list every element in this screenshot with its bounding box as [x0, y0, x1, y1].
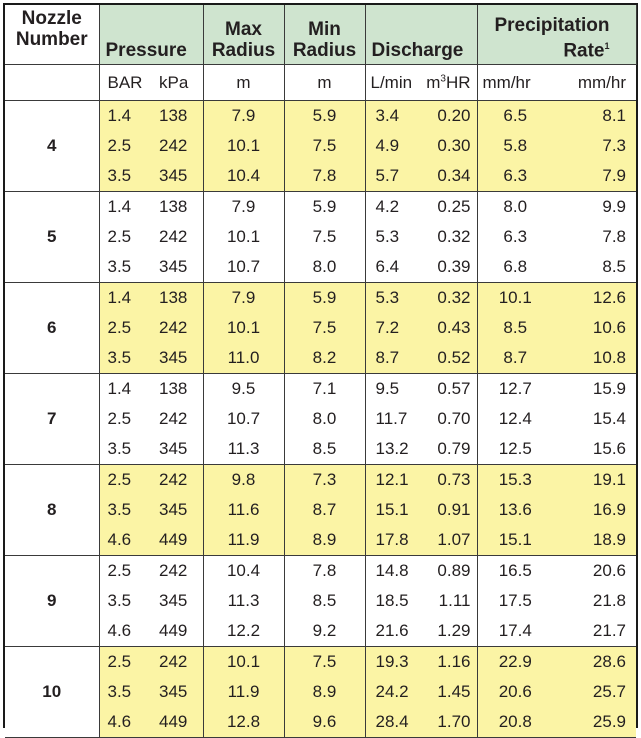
max-radius-header	[203, 5, 284, 65]
pressure-kpa-cell: 345	[149, 434, 203, 465]
table-row	[5, 616, 636, 647]
precip-rate-1-cell: 5.8	[477, 131, 553, 161]
precipitation-header-rate: Rate	[563, 40, 605, 61]
max-radius-cell: 10.4	[203, 161, 284, 192]
min-radius-cell: 8.5	[284, 586, 365, 616]
min-radius-header-line-2: Radius	[292, 40, 357, 61]
pressure-bar-cell: 3.5	[99, 343, 149, 374]
table-row	[5, 222, 636, 252]
table-row	[5, 343, 636, 374]
table-row	[5, 131, 636, 161]
precip-rate-2-cell: 8.5	[553, 252, 636, 283]
table-row	[5, 192, 636, 223]
units-blank-cell	[5, 65, 99, 101]
max-radius-cell: 11.6	[203, 495, 284, 525]
discharge-m3hr-cell: 0.39	[422, 252, 477, 283]
precip-rate-2-cell: 25.7	[553, 677, 636, 707]
unit-m3hr-sup: 3	[440, 72, 446, 84]
min-radius-cell: 7.5	[284, 222, 365, 252]
nozzle-header-line-1: Nozzle	[21, 8, 82, 29]
pressure-kpa-cell: 138	[149, 374, 203, 405]
discharge-lmin-cell: 5.7	[365, 161, 422, 192]
precip-rate-1-cell: 12.7	[477, 374, 553, 405]
table-row	[5, 161, 636, 192]
pressure-bar-cell: 2.5	[99, 313, 149, 343]
nozzle-number: 4	[5, 101, 99, 192]
discharge-m3hr-cell: 0.89	[422, 556, 477, 587]
pressure-bar-cell: 1.4	[99, 283, 149, 314]
precip-rate-2-cell: 7.3	[553, 131, 636, 161]
discharge-lmin-cell: 15.1	[365, 495, 422, 525]
units-row	[5, 65, 636, 101]
precip-rate-2-cell: 7.8	[553, 222, 636, 252]
discharge-m3hr-cell: 0.34	[422, 161, 477, 192]
precipitation-header-line-1: Precipitation	[494, 14, 610, 36]
pressure-kpa-cell: 242	[149, 404, 203, 434]
header-row	[5, 5, 636, 65]
pressure-kpa-cell: 345	[149, 586, 203, 616]
discharge-lmin-cell: 14.8	[365, 556, 422, 587]
table-row	[5, 647, 636, 678]
pressure-bar-cell: 2.5	[99, 647, 149, 678]
max-radius-cell: 10.1	[203, 647, 284, 678]
pressure-kpa-cell: 138	[149, 101, 203, 132]
nozzle-performance-chart	[3, 3, 638, 731]
pressure-bar-cell: 3.5	[99, 586, 149, 616]
table-row	[5, 283, 636, 314]
discharge-lmin-cell: 5.3	[365, 222, 422, 252]
max-radius-cell: 11.3	[203, 434, 284, 465]
pressure-bar-cell: 1.4	[99, 374, 149, 405]
nozzle-number: 6	[5, 283, 99, 374]
nozzle-number: 5	[5, 192, 99, 283]
precip-rate-2-cell: 12.6	[553, 283, 636, 314]
max-radius-cell: 7.9	[203, 283, 284, 314]
max-radius-cell: 9.8	[203, 465, 284, 496]
precip-rate-2-cell: 9.9	[553, 192, 636, 223]
discharge-m3hr-cell: 0.32	[422, 283, 477, 314]
unit-m3hr	[422, 65, 477, 101]
pressure-kpa-cell: 242	[149, 222, 203, 252]
precip-rate-2-cell: 21.8	[553, 586, 636, 616]
discharge-m3hr-cell: 0.73	[422, 465, 477, 496]
table-row	[5, 101, 636, 132]
discharge-m3hr-cell: 0.52	[422, 343, 477, 374]
pressure-kpa-cell: 242	[149, 131, 203, 161]
max-radius-cell: 10.7	[203, 252, 284, 283]
min-radius-cell: 8.9	[284, 677, 365, 707]
precip-rate-1-cell: 15.1	[477, 525, 553, 556]
discharge-m3hr-cell: 0.30	[422, 131, 477, 161]
min-radius-cell: 8.9	[284, 525, 365, 556]
precip-rate-1-cell: 20.8	[477, 707, 553, 738]
pressure-bar-cell: 2.5	[99, 222, 149, 252]
pressure-bar-cell: 1.4	[99, 101, 149, 132]
unit-m3hr-suffix: HR	[445, 72, 471, 92]
table-row	[5, 495, 636, 525]
pressure-bar-cell: 4.6	[99, 616, 149, 647]
pressure-bar-cell: 2.5	[99, 131, 149, 161]
discharge-lmin-cell: 5.3	[365, 283, 422, 314]
precip-rate-1-cell: 17.4	[477, 616, 553, 647]
precip-rate-2-cell: 7.9	[553, 161, 636, 192]
pressure-kpa-cell: 242	[149, 465, 203, 496]
pressure-bar-cell: 2.5	[99, 556, 149, 587]
pressure-bar-cell: 1.4	[99, 192, 149, 223]
discharge-m3hr-cell: 0.70	[422, 404, 477, 434]
precip-rate-1-cell: 8.7	[477, 343, 553, 374]
min-radius-cell: 7.8	[284, 556, 365, 587]
min-radius-cell: 8.0	[284, 252, 365, 283]
max-radius-cell: 11.9	[203, 677, 284, 707]
unit-lmin: L/min	[365, 65, 422, 101]
precip-rate-1-cell: 6.5	[477, 101, 553, 132]
pressure-kpa-cell: 345	[149, 343, 203, 374]
discharge-m3hr-cell: 1.29	[422, 616, 477, 647]
discharge-m3hr-cell: 0.32	[422, 222, 477, 252]
precipitation-header	[477, 5, 636, 65]
nozzle-number: 7	[5, 374, 99, 465]
precip-rate-2-cell: 10.6	[553, 313, 636, 343]
nozzle-number: 10	[5, 647, 99, 738]
nozzle-header-line-2: Number	[15, 29, 88, 50]
pressure-kpa-cell: 345	[149, 677, 203, 707]
precip-rate-2-cell: 28.6	[553, 647, 636, 678]
pressure-kpa-cell: 138	[149, 192, 203, 223]
table-row	[5, 313, 636, 343]
min-radius-cell: 7.5	[284, 647, 365, 678]
pressure-bar-cell: 4.6	[99, 707, 149, 738]
pressure-kpa-cell: 242	[149, 647, 203, 678]
precip-rate-2-cell: 21.7	[553, 616, 636, 647]
pressure-kpa-cell: 345	[149, 495, 203, 525]
table-body	[5, 101, 636, 738]
discharge-lmin-cell: 3.4	[365, 101, 422, 132]
min-radius-cell: 9.2	[284, 616, 365, 647]
min-radius-cell: 7.5	[284, 131, 365, 161]
discharge-lmin-cell: 12.1	[365, 465, 422, 496]
precip-rate-2-cell: 15.9	[553, 374, 636, 405]
min-radius-cell: 5.9	[284, 283, 365, 314]
min-radius-cell: 8.5	[284, 434, 365, 465]
discharge-m3hr-cell: 1.16	[422, 647, 477, 678]
pressure-bar-cell: 2.5	[99, 465, 149, 496]
discharge-lmin-cell: 24.2	[365, 677, 422, 707]
min-radius-cell: 5.9	[284, 192, 365, 223]
min-radius-cell: 7.8	[284, 161, 365, 192]
pressure-bar-cell: 3.5	[99, 252, 149, 283]
max-radius-cell: 10.1	[203, 313, 284, 343]
precip-rate-2-cell: 15.6	[553, 434, 636, 465]
discharge-header: Discharge	[365, 5, 477, 65]
min-radius-cell: 7.1	[284, 374, 365, 405]
nozzle-number: 9	[5, 556, 99, 647]
discharge-lmin-cell: 17.8	[365, 525, 422, 556]
pressure-kpa-cell: 242	[149, 313, 203, 343]
pressure-kpa-cell: 345	[149, 161, 203, 192]
precip-rate-2-cell: 25.9	[553, 707, 636, 738]
precip-rate-2-cell: 20.6	[553, 556, 636, 587]
max-radius-cell: 10.1	[203, 131, 284, 161]
discharge-lmin-cell: 28.4	[365, 707, 422, 738]
min-radius-cell: 8.0	[284, 404, 365, 434]
max-radius-cell: 12.2	[203, 616, 284, 647]
pressure-bar-cell: 2.5	[99, 404, 149, 434]
discharge-m3hr-cell: 0.43	[422, 313, 477, 343]
table-row	[5, 677, 636, 707]
precipitation-footnote-marker: 1	[604, 40, 610, 51]
unit-kpa: kPa	[149, 65, 203, 101]
table-row	[5, 465, 636, 496]
precip-rate-1-cell: 8.5	[477, 313, 553, 343]
discharge-m3hr-cell: 1.70	[422, 707, 477, 738]
max-radius-cell: 7.9	[203, 192, 284, 223]
min-radius-cell: 9.6	[284, 707, 365, 738]
min-radius-cell: 8.2	[284, 343, 365, 374]
discharge-m3hr-cell: 0.20	[422, 101, 477, 132]
discharge-lmin-cell: 21.6	[365, 616, 422, 647]
pressure-bar-cell: 3.5	[99, 161, 149, 192]
pressure-kpa-cell: 138	[149, 283, 203, 314]
table-row	[5, 252, 636, 283]
max-radius-cell: 7.9	[203, 101, 284, 132]
pressure-kpa-cell: 449	[149, 525, 203, 556]
min-radius-header	[284, 5, 365, 65]
precip-rate-2-cell: 18.9	[553, 525, 636, 556]
discharge-m3hr-cell: 0.79	[422, 434, 477, 465]
max-radius-cell: 9.5	[203, 374, 284, 405]
pressure-bar-cell: 4.6	[99, 525, 149, 556]
discharge-lmin-cell: 19.3	[365, 647, 422, 678]
discharge-lmin-cell: 9.5	[365, 374, 422, 405]
discharge-m3hr-cell: 1.07	[422, 525, 477, 556]
pressure-kpa-cell: 449	[149, 616, 203, 647]
pressure-header: Pressure	[99, 5, 203, 65]
precip-rate-1-cell: 15.3	[477, 465, 553, 496]
precip-rate-1-cell: 8.0	[477, 192, 553, 223]
unit-bar: BAR	[99, 65, 149, 101]
precip-rate-2-cell: 8.1	[553, 101, 636, 132]
max-radius-cell: 11.9	[203, 525, 284, 556]
pressure-bar-cell: 3.5	[99, 495, 149, 525]
min-radius-cell: 5.9	[284, 101, 365, 132]
discharge-lmin-cell: 4.2	[365, 192, 422, 223]
discharge-m3hr-cell: 1.11	[422, 586, 477, 616]
pressure-bar-cell: 3.5	[99, 434, 149, 465]
precip-rate-1-cell: 20.6	[477, 677, 553, 707]
table-row	[5, 525, 636, 556]
discharge-lmin-cell: 7.2	[365, 313, 422, 343]
precip-rate-1-cell: 6.3	[477, 222, 553, 252]
table-row	[5, 707, 636, 738]
precip-rate-1-cell: 6.3	[477, 161, 553, 192]
discharge-m3hr-cell: 0.57	[422, 374, 477, 405]
max-radius-cell: 10.7	[203, 404, 284, 434]
precip-rate-1-cell: 6.8	[477, 252, 553, 283]
precip-rate-1-cell: 12.5	[477, 434, 553, 465]
precipitation-header-line-2	[478, 36, 610, 61]
min-radius-cell: 8.7	[284, 495, 365, 525]
unit-min-radius: m	[284, 65, 365, 101]
precip-rate-2-cell: 10.8	[553, 343, 636, 374]
max-radius-cell: 12.8	[203, 707, 284, 738]
discharge-m3hr-cell: 1.45	[422, 677, 477, 707]
nozzle-number-header	[5, 5, 99, 65]
max-radius-cell: 11.3	[203, 586, 284, 616]
min-radius-cell: 7.5	[284, 313, 365, 343]
unit-m3hr-prefix: m	[426, 72, 441, 92]
unit-mmhr-2: mm/hr	[553, 65, 636, 101]
discharge-lmin-cell: 4.9	[365, 131, 422, 161]
nozzle-number: 8	[5, 465, 99, 556]
pressure-kpa-cell: 242	[149, 556, 203, 587]
precip-rate-1-cell: 13.6	[477, 495, 553, 525]
max-radius-cell: 10.1	[203, 222, 284, 252]
precip-rate-2-cell: 19.1	[553, 465, 636, 496]
max-radius-cell: 10.4	[203, 556, 284, 587]
precip-rate-1-cell: 17.5	[477, 586, 553, 616]
discharge-m3hr-cell: 0.91	[422, 495, 477, 525]
max-radius-cell: 11.0	[203, 343, 284, 374]
discharge-lmin-cell: 11.7	[365, 404, 422, 434]
table-row	[5, 556, 636, 587]
discharge-lmin-cell: 8.7	[365, 343, 422, 374]
unit-max-radius: m	[203, 65, 284, 101]
precip-rate-1-cell: 16.5	[477, 556, 553, 587]
discharge-lmin-cell: 13.2	[365, 434, 422, 465]
min-radius-cell: 7.3	[284, 465, 365, 496]
precip-rate-1-cell: 12.4	[477, 404, 553, 434]
pressure-bar-cell: 3.5	[99, 677, 149, 707]
max-radius-header-line-2: Radius	[211, 40, 276, 61]
discharge-lmin-cell: 6.4	[365, 252, 422, 283]
table-row	[5, 586, 636, 616]
max-radius-header-line-1: Max	[225, 19, 262, 40]
table-row	[5, 434, 636, 465]
unit-mmhr-1: mm/hr	[477, 65, 553, 101]
precip-rate-1-cell: 10.1	[477, 283, 553, 314]
discharge-m3hr-cell: 0.25	[422, 192, 477, 223]
table-row	[5, 404, 636, 434]
performance-table	[5, 5, 637, 738]
precip-rate-1-cell: 22.9	[477, 647, 553, 678]
pressure-kpa-cell: 345	[149, 252, 203, 283]
precip-rate-2-cell: 15.4	[553, 404, 636, 434]
min-radius-header-line-1: Min	[308, 19, 341, 40]
discharge-lmin-cell: 18.5	[365, 586, 422, 616]
precip-rate-2-cell: 16.9	[553, 495, 636, 525]
table-row	[5, 374, 636, 405]
pressure-kpa-cell: 449	[149, 707, 203, 738]
